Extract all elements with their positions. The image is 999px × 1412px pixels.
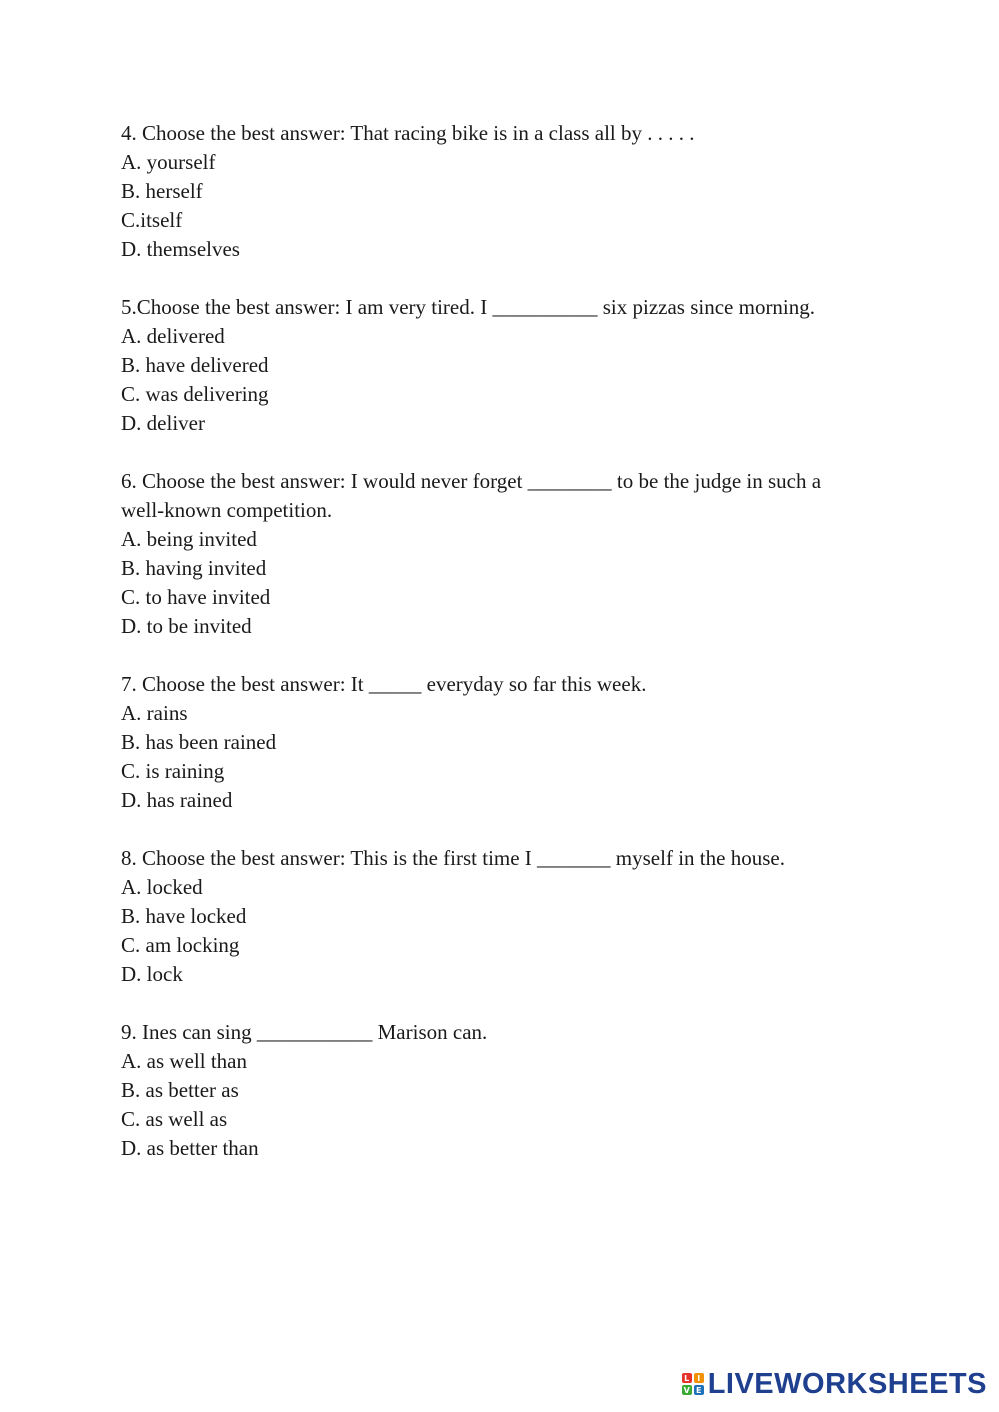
answer-option[interactable]: D. has rained — [121, 788, 233, 812]
answer-option[interactable]: A. locked — [121, 875, 203, 899]
logo-mark-tile: I — [694, 1373, 704, 1383]
logo-mark-tile: E — [694, 1385, 704, 1395]
question-5 — [121, 293, 881, 438]
question-prompt: 6. Choose the best answer: I would never forget ________ to be the judge in such a — [121, 469, 822, 493]
answer-option[interactable]: D. lock — [121, 962, 183, 986]
question-7 — [121, 670, 881, 815]
question-8 — [121, 844, 881, 989]
question-prompt: 5.Choose the best answer: I am very tired. I __________ six pizzas since morning. — [121, 295, 816, 319]
answer-option[interactable]: D. to be invited — [121, 614, 252, 638]
question-prompt: 4. Choose the best answer: That racing bike is in a class all by . . . . . — [121, 121, 695, 145]
answer-option[interactable]: C. am locking — [121, 933, 240, 957]
answer-option[interactable]: C. to have invited — [121, 585, 271, 609]
question-prompt: 9. Ines can sing ___________ Marison can. — [121, 1020, 488, 1044]
logo-mark-tile: V — [683, 1385, 690, 1395]
answer-option[interactable]: C. as well as — [121, 1107, 228, 1131]
answer-option[interactable]: B. have locked — [121, 904, 247, 928]
answer-option[interactable]: D. themselves — [121, 237, 240, 261]
logo-mark-icon — [682, 1373, 704, 1395]
answer-option[interactable]: A. being invited — [121, 527, 257, 551]
answer-option[interactable]: C. is raining — [121, 759, 225, 783]
liveworksheets-logo — [682, 1366, 987, 1402]
logo-text: LIVEWORKSHEETS — [707, 1367, 987, 1400]
question-prompt: 8. Choose the best answer: This is the first time I _______ myself in the house. — [121, 846, 785, 870]
answer-option[interactable]: C.itself — [121, 208, 183, 232]
question-9 — [121, 1018, 881, 1163]
question-4 — [121, 119, 881, 264]
question-prompt-continued: well-known competition. — [121, 498, 333, 522]
question-6 — [121, 467, 881, 641]
answer-option[interactable]: B. has been rained — [121, 730, 277, 754]
answer-option[interactable]: A. yourself — [121, 150, 216, 174]
answer-option[interactable]: A. rains — [121, 701, 188, 725]
question-prompt: 7. Choose the best answer: It _____ everyday so far this week. — [121, 672, 647, 696]
answer-option[interactable]: C. was delivering — [121, 382, 269, 406]
logo-mark-tile: L — [682, 1373, 692, 1383]
answer-option[interactable]: A. as well than — [121, 1049, 247, 1073]
answer-option[interactable]: B. have delivered — [121, 353, 269, 377]
answer-option[interactable]: B. having invited — [121, 556, 267, 580]
answer-option[interactable]: B. herself — [121, 179, 203, 203]
answer-option[interactable]: A. delivered — [121, 324, 225, 348]
answer-option[interactable]: D. deliver — [121, 411, 205, 435]
answer-option[interactable]: B. as better as — [121, 1078, 239, 1102]
answer-option[interactable]: D. as better than — [121, 1136, 259, 1160]
worksheet — [121, 119, 881, 1192]
